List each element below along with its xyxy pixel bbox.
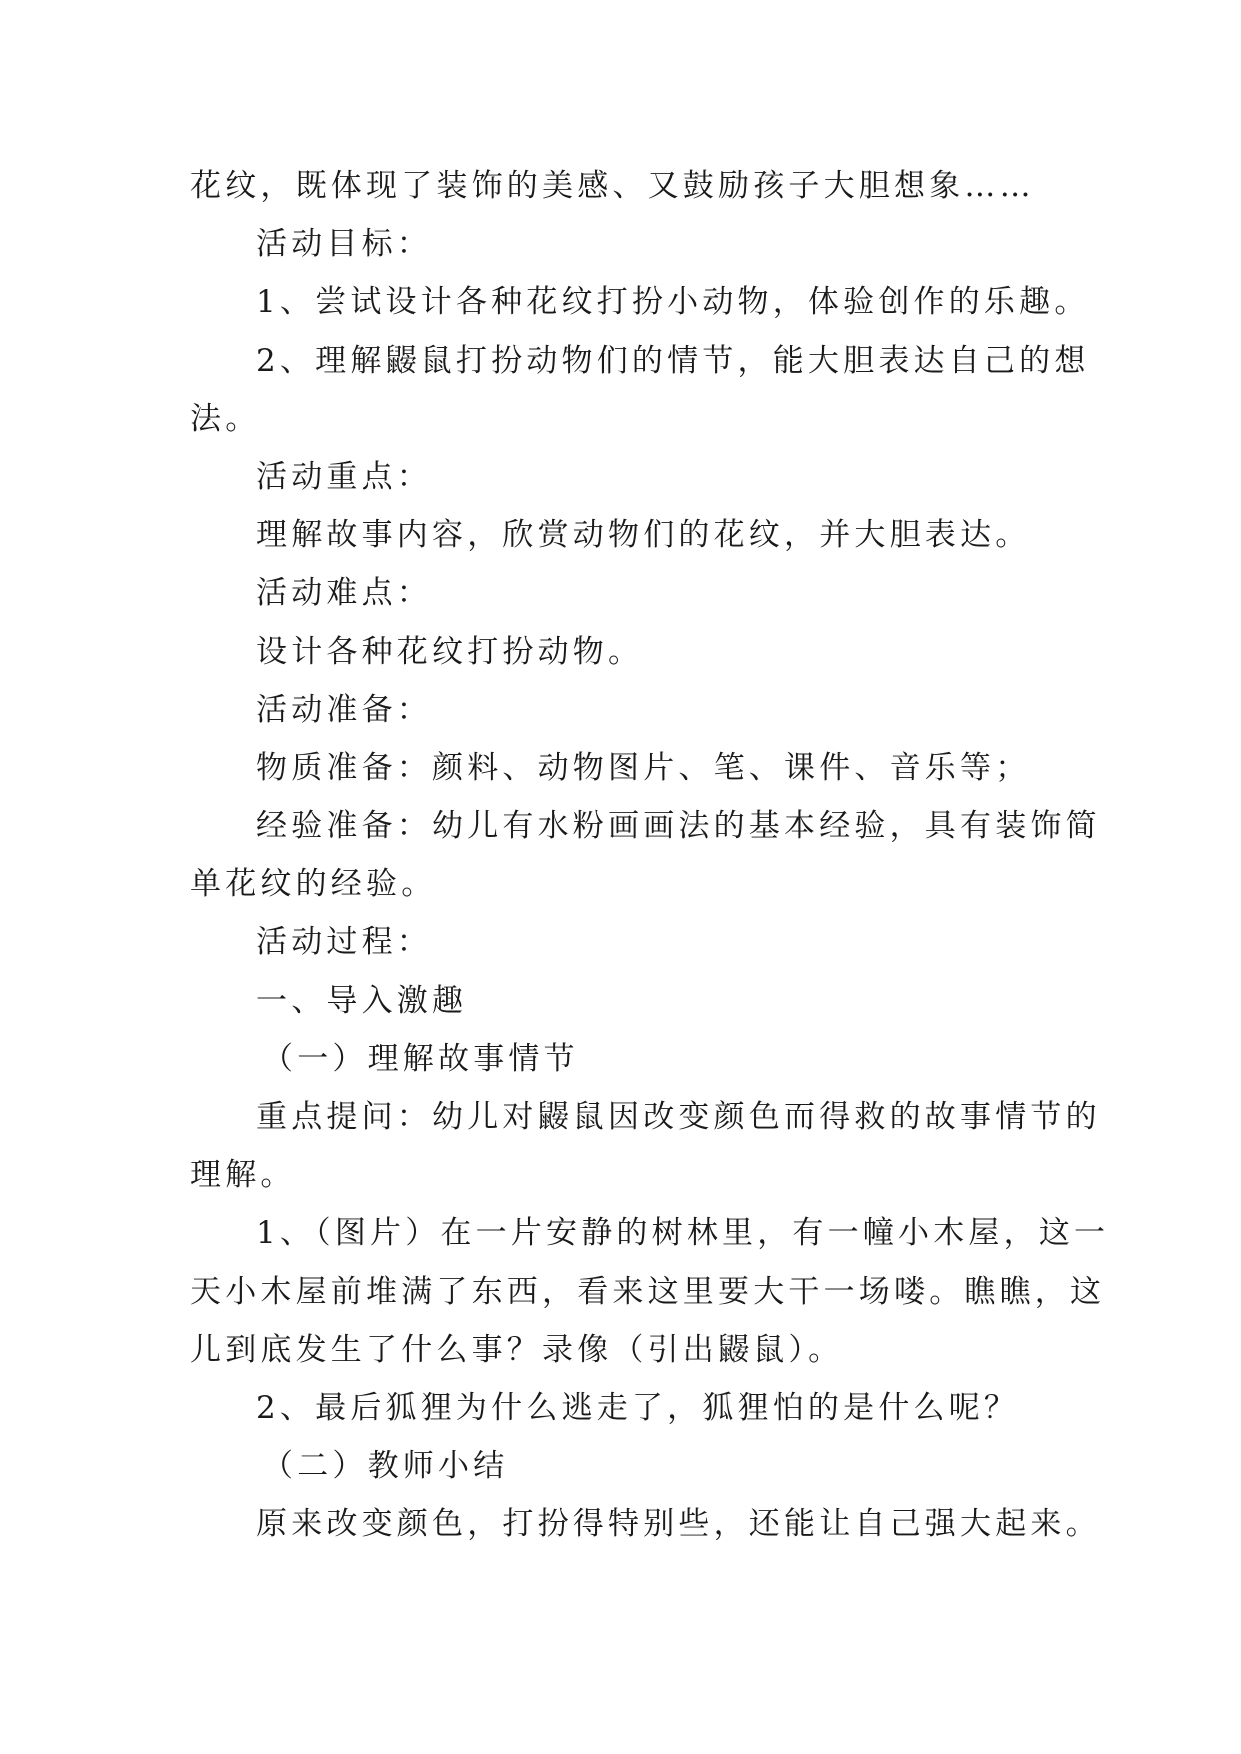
text-line: 理解故事内容，欣赏动物们的花纹，并大胆表达。 xyxy=(256,517,1031,554)
text-line: 天小木屋前堆满了东西，看来这里要大干一场喽。瞧瞧，这 xyxy=(190,1273,1106,1310)
text-line: 经验准备：幼儿有水粉画画法的基本经验，具有装饰简 xyxy=(256,808,1101,845)
section-heading-process: 活动过程： xyxy=(256,924,432,961)
text-line: 物质准备：颜料、动物图片、笔、课件、音乐等； xyxy=(256,749,1031,786)
text-line: 2、最后狐狸为什么逃走了，狐狸怕的是什么呢？ xyxy=(256,1389,1020,1426)
section-heading-focus: 活动重点： xyxy=(256,458,432,495)
subheading: （二）教师小结 xyxy=(262,1448,509,1485)
text-line: 1、（图片）在一片安静的树林里，有一幢小木屋，这一 xyxy=(256,1215,1110,1252)
subheading: （一）理解故事情节 xyxy=(262,1040,579,1077)
text-line: 1、尝试设计各种花纹打扮小动物，体验创作的乐趣。 xyxy=(256,284,1090,321)
section-heading-goals: 活动目标： xyxy=(256,226,432,263)
text-line: 重点提问：幼儿对鼹鼠因改变颜色而得救的故事情节的 xyxy=(256,1099,1101,1135)
text-line: 原来改变颜色，打扮得特别些，还能让自己强大起来。 xyxy=(256,1506,1101,1543)
text-line: 儿到底发生了什么事？录像（引出鼹鼠）。 xyxy=(190,1331,844,1368)
text-line: 设计各种花纹打扮动物。 xyxy=(256,633,644,670)
text-line: 一、导入激趣 xyxy=(256,982,468,1019)
text-line: 法。 xyxy=(190,400,261,437)
text-line: 单花纹的经验。 xyxy=(190,866,437,903)
text-line: 2、理解鼹鼠打扮动物们的情节，能大胆表达自己的想 xyxy=(256,342,1090,379)
document-body xyxy=(190,157,1110,1554)
text-line: 花纹，既体现了装饰的美感、又鼓励孩子大胆想象…… xyxy=(190,168,1035,204)
section-heading-preparation: 活动准备： xyxy=(256,691,432,728)
section-heading-difficulty: 活动难点： xyxy=(256,575,432,612)
text-line: 理解。 xyxy=(190,1157,296,1194)
